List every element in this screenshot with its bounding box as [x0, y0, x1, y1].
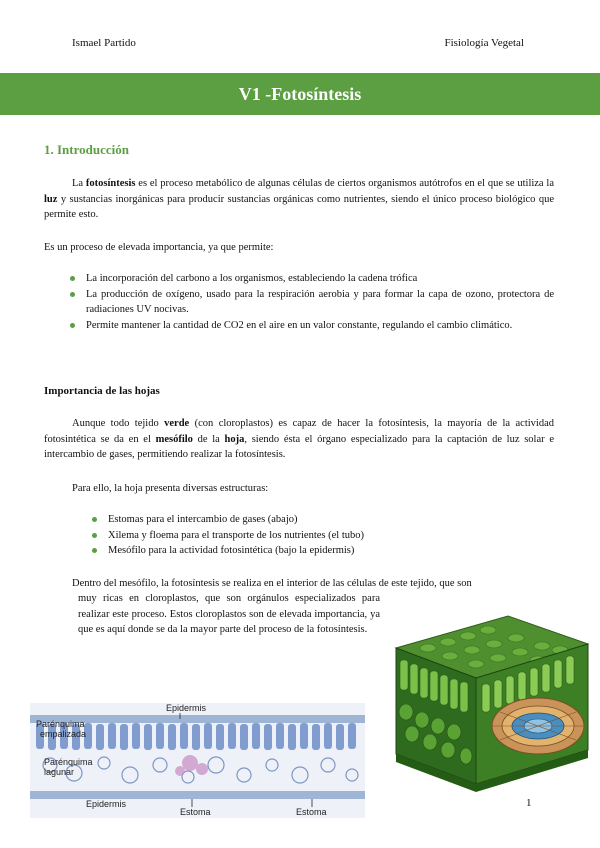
list-item: Mesófilo para la actividad fotosintética (bajo la epidermis) — [90, 543, 530, 559]
header-author: Ismael Partido — [72, 37, 136, 49]
list-item: Permite mantener la cantidad de CO2 en el aire en un valor constante, regulando el cambio climático. — [68, 318, 554, 334]
label-parenquima-lagunar: Parénquima — [44, 757, 93, 767]
page-title: V1 -Fotosíntesis — [238, 84, 362, 104]
list-item: Estomas para el intercambio de gases (abajo) — [90, 512, 530, 528]
label-epidermis-top: Epidermis — [166, 703, 207, 713]
leaf-cross-section-illustration — [388, 608, 592, 792]
label-parenquima-empalizada: Parénquima — [36, 719, 85, 729]
svg-text:lagunar: lagunar — [44, 767, 75, 777]
intro-paragraph-1: La fotosíntesis es el proceso metabólico de algunas células de ciertos organismos autótrofos en el que se utiliza la luz y sustancias inorgánicas para producir sustancias orgánicas como nutrientes, siendo el único proceso biológico que permite esto. — [44, 178, 554, 220]
list-item: La incorporación del carbono a los organismos, estableciendo la cadena trófica — [68, 271, 554, 287]
intro-paragraph-2: Es un proceso de elevada importancia, ya que permite: — [44, 242, 274, 253]
section-heading-intro: 1. Introducción — [44, 142, 129, 157]
label-epidermis-bottom: Epidermis — [86, 799, 127, 809]
list-item: La producción de oxígeno, usado para la respiración aerobia y para formar la capa de ozono, protectora de radiaciones UV nocivas. — [68, 287, 554, 318]
intro-bullet-list — [68, 271, 554, 333]
hojas-paragraph-3-rest: muy ricas en cloroplastos, que son orgánulos especializados para realizar este proceso. Estos cloroplastos son de elevada importancia, ya que es aquí donde se da la mayor parte del proceso de la fotosíntesis. — [78, 593, 380, 635]
hojas-paragraph-1: Aunque todo tejido verde (con cloroplastos) es capaz de hacer la fotosíntesis, la mayoría de la actividad fotosintética se da en el mesófilo de la hoja, siendo ésta el órgano especializado para la captación de luz solar e intercambio de gases, permitiendo realizar la fotosíntesis. — [44, 418, 554, 460]
hojas-bullet-list — [90, 512, 530, 559]
svg-text:empalizada: empalizada — [40, 729, 87, 739]
label-estoma-2: Estoma — [296, 807, 327, 817]
hojas-paragraph-3-line1: Dentro del mesófilo, la fotosíntesis se realiza en el interior de las células de este tejido, que son — [72, 578, 472, 589]
hojas-paragraph-2: Para ello, la hoja presenta diversas estructuras: — [72, 483, 269, 494]
leaf-micrograph — [30, 703, 365, 818]
header-course: Fisiología Vegetal — [444, 37, 524, 49]
section-heading-hojas: Importancia de las hojas — [44, 385, 160, 397]
list-item: Xilema y floema para el transporte de los nutrientes (el tubo) — [90, 528, 530, 544]
label-estoma-1: Estoma — [180, 807, 211, 817]
page-number: 1 — [526, 797, 532, 809]
title-band — [0, 73, 600, 115]
